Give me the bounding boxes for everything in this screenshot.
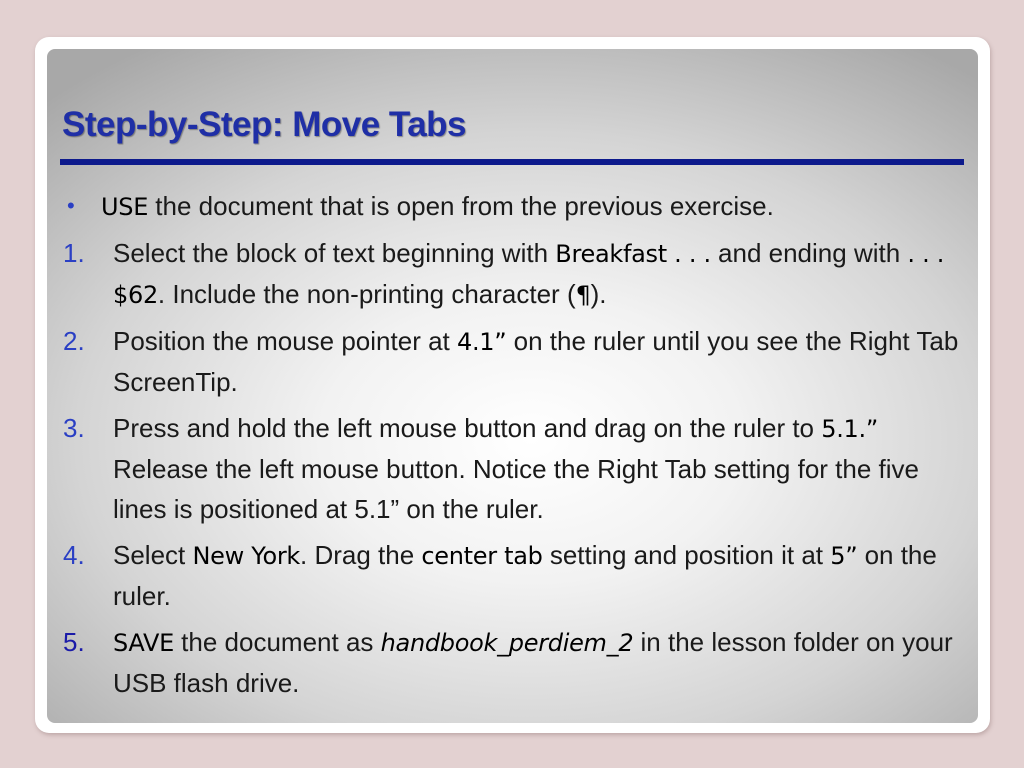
step-text: setting and position it at	[542, 540, 831, 570]
keyword-filename: handbook_perdiem_2	[380, 629, 634, 657]
list-item-step-1	[63, 233, 963, 315]
step-text: . Drag the	[300, 540, 422, 570]
step-text: in the lesson folder on your USB flash drive.	[113, 627, 953, 698]
keyword-62: . . . $62	[113, 240, 945, 309]
step-text: Press and hold the left mouse button and drag on the ruler to	[113, 413, 822, 443]
step-text: Release the left mouse button. Notice the Right Tab setting for the five lines is positioned at 5.1” on the ruler.	[113, 454, 919, 524]
keyword-4-1: 4.1”	[456, 328, 507, 356]
step-text: ).	[590, 279, 607, 309]
keyword-center-tab: center tab	[421, 542, 543, 570]
list-item-step-4	[63, 535, 963, 616]
step-text: Select the block of text beginning with	[113, 238, 556, 268]
bullet-marker: •	[67, 193, 75, 218]
title-underline	[60, 159, 964, 165]
step-text: Select	[113, 540, 193, 570]
step-text: and ending with	[710, 238, 908, 268]
list-item-step-2	[63, 321, 963, 402]
step-number: 5.	[63, 627, 85, 657]
step-number: 2.	[63, 326, 85, 356]
keyword-5-1: 5.1.”	[821, 415, 878, 443]
bullet-text: the document that is open from the previous exercise.	[148, 191, 774, 221]
list-item-step-5	[63, 622, 963, 703]
step-text: Position the mouse pointer at	[113, 326, 457, 356]
slide	[47, 49, 978, 723]
slide-frame	[35, 37, 990, 733]
step-number: 1.	[63, 238, 85, 268]
step-text: on the ruler.	[113, 540, 937, 611]
step-list	[63, 186, 963, 709]
keyword-breakfast: Breakfast . . .	[555, 240, 711, 268]
list-item-step-3	[63, 408, 963, 529]
step-number: 4.	[63, 540, 85, 570]
step-text: . Include the non-printing character (	[157, 279, 576, 309]
list-item-use	[63, 186, 963, 227]
keyword-use: USE	[101, 193, 149, 221]
keyword-pilcrow: ¶	[575, 281, 591, 309]
keyword-5: 5”	[830, 542, 858, 570]
step-text: the document as	[173, 627, 381, 657]
step-number: 3.	[63, 413, 85, 443]
keyword-new-york: New York	[192, 542, 300, 570]
keyword-save: SAVE	[113, 629, 174, 657]
slide-title: Step-by-Step: Move Tabs	[62, 105, 467, 144]
step-text: on the ruler until you see the Right Tab ScreenTip.	[113, 326, 959, 397]
